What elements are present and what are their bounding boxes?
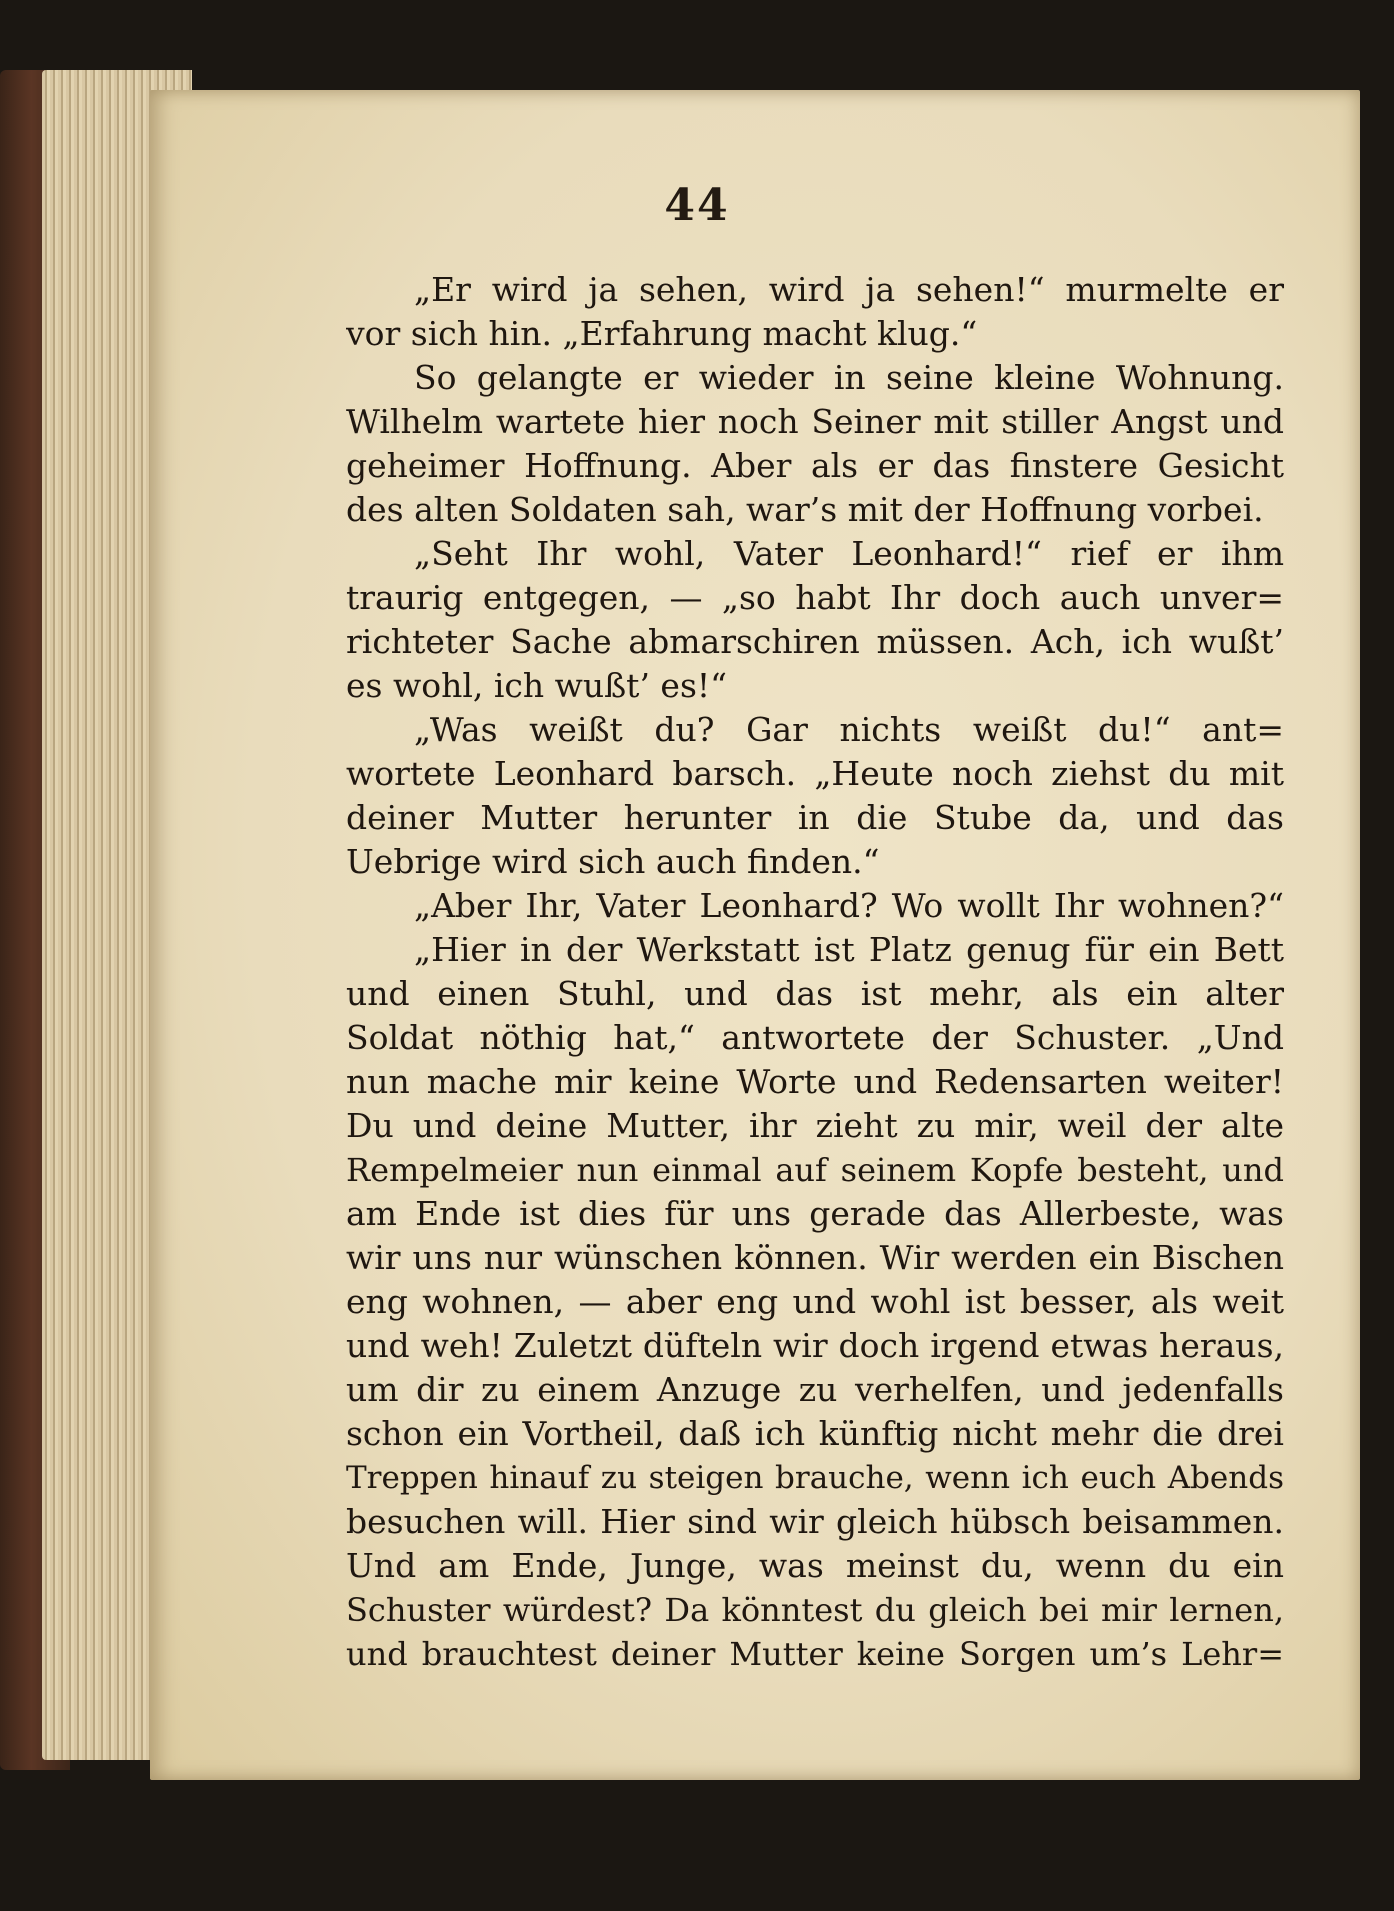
text-line: nun mache mir keine Worte und Redensarten weiter! — [346, 1062, 1284, 1101]
text-line: und brauchtest deiner Mutter keine Sorgen um’s Lehr= — [346, 1635, 1284, 1673]
text-line: „Seht Ihr wohl, Vater Leonhard!“ rief er ihm — [414, 534, 1284, 573]
text-line: um dir zu einem Anzuge zu verhelfen, und jedenfalls — [346, 1370, 1284, 1409]
text-line: und einen Stuhl, und das ist mehr, als ein alter — [346, 974, 1284, 1013]
text-line: „Was weißt du? Gar nichts weißt du!“ ant= — [414, 710, 1284, 749]
body-text — [346, 268, 1284, 1676]
text-line: traurig entgegen, — „so habt Ihr doch auch unver= — [346, 578, 1284, 617]
text-line: Treppen hinauf zu steigen brauche, wenn ich euch Abends — [346, 1460, 1284, 1496]
text-line: eng wohnen, — aber eng und wohl ist besser, als weit — [346, 1282, 1284, 1321]
text-line: und weh! Zuletzt düfteln wir doch irgend etwas heraus, — [346, 1326, 1284, 1365]
text-line: „Er wird ja sehen, wird ja sehen!“ murmelte er — [414, 270, 1284, 309]
text-line: es wohl, ich wußt’ es!“ — [346, 666, 728, 705]
text-line: Uebrige wird sich auch finden.“ — [346, 842, 880, 881]
text-line: So gelangte er wieder in seine kleine Wohnung. — [414, 358, 1284, 397]
text-line: Schuster würdest? Da könntest du gleich bei mir lernen, — [346, 1591, 1284, 1629]
page-number: 44 — [664, 180, 730, 231]
text-line: Du und deine Mutter, ihr zieht zu mir, weil der alte — [346, 1106, 1284, 1145]
text-line: „Aber Ihr, Vater Leonhard? Wo wollt Ihr wohnen?“ — [414, 886, 1284, 925]
text-line: vor sich hin. „Erfahrung macht klug.“ — [346, 314, 978, 353]
text-line: Und am Ende, Junge, was meinst du, wenn du ein — [346, 1546, 1284, 1585]
text-line: Wilhelm wartete hier noch Seiner mit stiller Angst und — [346, 402, 1284, 441]
text-line: richteter Sache abmarschiren müssen. Ach, ich wußt’ — [346, 622, 1284, 661]
text-line: „Hier in der Werkstatt ist Platz genug für ein Bett — [414, 930, 1284, 969]
text-line: besuchen will. Hier sind wir gleich hübsch beisammen. — [346, 1502, 1284, 1541]
text-line: am Ende ist dies für uns gerade das Allerbeste, was — [346, 1194, 1284, 1233]
text-line: geheimer Hoffnung. Aber als er das finstere Gesicht — [346, 446, 1284, 485]
text-line: schon ein Vortheil, daß ich künftig nicht mehr die drei — [346, 1414, 1284, 1453]
text-line: Rempelmeier nun einmal auf seinem Kopfe besteht, und — [346, 1151, 1284, 1189]
text-line: deiner Mutter herunter in die Stube da, und das — [346, 798, 1284, 837]
text-line: wir uns nur wünschen können. Wir werden ein Bischen — [346, 1238, 1284, 1277]
text-line: Soldat nöthig hat,“ antwortete der Schuster. „Und — [346, 1018, 1284, 1057]
text-line: wortete Leonhard barsch. „Heute noch ziehst du mit — [346, 754, 1284, 793]
text-line: des alten Soldaten sah, war’s mit der Hoffnung vorbei. — [346, 490, 1264, 529]
